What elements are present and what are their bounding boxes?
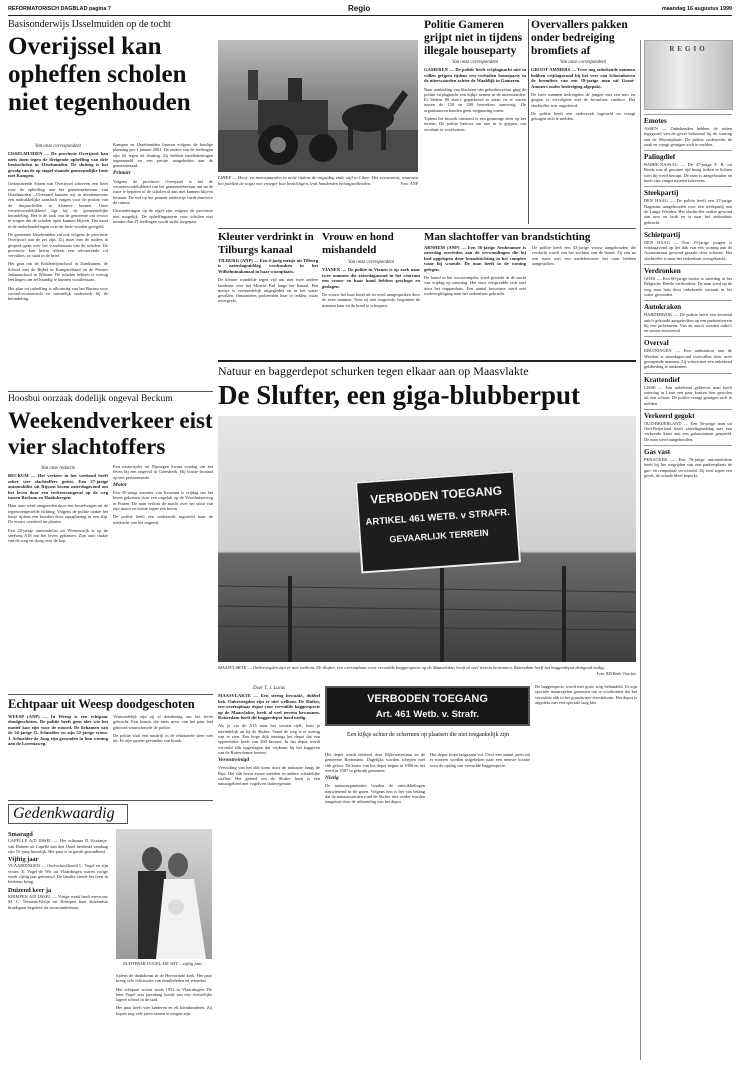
masthead-left: REFORMATORISCH DAGBLAD pagina 7 (8, 6, 111, 12)
article-headline: Overvallers pakken onder bedreiging bromfiets af (531, 19, 628, 57)
sidebar-brief-text: BARRE-NASSAU — De 47-jarige F. B. uit Breda was al geruime tijd bezig fuiken te lichten toen hij werd betrapt. De man is aangehouden en heeft zijn vangst moeten inleveren. (644, 162, 732, 184)
gedenk-paragraph: Het echtpaar woont sinds 1952 in Vlaardingen. De heer Vogel was jarenlang hoofd van een christelijke lagere school in de stad. (116, 986, 212, 1003)
article-paragraph: Een 28-jarige automobilist uit Winterswijk is op de snelweg A18 om het leven gekomen. Zijn auto raakte van de weg en sloeg over de kop. (8, 527, 108, 544)
sidebar-brief (644, 264, 732, 297)
sidebar-brief (644, 409, 732, 442)
article-lead: GROOT-AMMERS — Twee nog onbekende mannen hebben vrijdagavond bij het veer van Schoonhoven de bromfiets van een 18-jarige man uit Groot-Ammers onder bedreiging afgepakt. (531, 67, 635, 89)
gedenk-item-text: KRIMPEN A/D IJSSEL — Vorige week heeft mevrouw M. C. Tiemens-Kleijn uit Krimpen haar duizendste bruidspaar begeleid als trouwambtenaar. (8, 893, 108, 910)
feature-subheading: Nietig (325, 775, 339, 782)
feature-paragraph: Het depot loopt langzaam vol. Over een aantal jaren zal er moeten worden uitgekeken naar een nieuwe locatie voor de opslag van vervuilde baggerspecie. (430, 752, 530, 768)
article-gameren (424, 19, 526, 229)
article-headline: Echtpaar uit Weesp doodgeschoten (8, 697, 195, 711)
gedenk-item-title: Duizend keer ja (8, 886, 52, 894)
photo-caption: LIHEE — Hooi- en motorpaarden in actie tijdens de oogstdag ende stijl in Lihee. Het evenement, waaraan het publiek de oogst van vroeger kon bezichtigen, trok honderden belangstellenden. (218, 175, 418, 186)
sidebar-brief-text: ASSEN — Onbekenden hebben de ruiten ingegooid van de gevel behorend bij de woning aan de Mozartplaats. De politie onderzoekt de zaak en vraagt getuigen zich te melden. (644, 126, 732, 147)
sidebar-brief-title: Schietpartij (644, 228, 732, 239)
article-lead: WEESP (ANP) — In Weesp is een echtpaar doodgeschoten. De politie heeft geen idee wie het motief kan zijn voor de moord. De lichamen van de 54-jarige G. Schneider en zijn 52-jarige vrouw J. Schneider-de Jong zijn gevonden in hun woning aan de Lorentzweg. (8, 714, 108, 747)
sidebar-brief (644, 373, 732, 406)
article-vrouw-hond (322, 231, 420, 381)
article-paragraph: De politie heeft een onderzoek ingesteld naar de toedracht van het ongeval. (113, 514, 213, 525)
sidebar-brief-title: Palingdief (644, 150, 732, 161)
article-overvallers (531, 19, 635, 229)
masthead-right: maandag 16 augustus 1999 (661, 6, 732, 12)
sign-text: GEVAARLIJK TERREIN (389, 527, 489, 545)
article-paragraph: De gemeente IJsselmuiden zal ook volgens de provincie Overijssel aan de zet zijn. Zij moet met de ouders in gesprek gaan over het voortbestaan van de scholen. De provincie kan hierin alleen een adviserende rol vervullen, zo staat in de brief. (8, 232, 108, 259)
article-paragraph: Vermoedelijk zijn zij al donderdag om het leven gebracht. Een kennis die niets meer van het paar had gehoord waarschuwde de politie. (113, 714, 213, 730)
gedenk-item-text: CAPELLE A/D IJSSEL — Het echtpaar D. Kortanje-van Hattem uit Capelle aan den IJssel herdenkt vandaag zijn 55-jarig huwelijk. Het paar is in goede gezondheid. (8, 838, 108, 854)
sidebar-brief-title: Verdronken (644, 264, 732, 275)
sidebar-brief (644, 228, 732, 261)
sidebar-brief-text: DEN HAAG — De politie heeft een 27-jarige Hagenaar aangehouden voor een steekpartij aan de Lange Wedden. Het slachtoffer raakte gewond aan arm en buik en is naar het ziekenhuis gebracht. (644, 198, 732, 225)
article-brandstichting (424, 231, 636, 381)
article-lead: IJSSELMUIDEN — De provincie Overijssel kan niets doen tegen de dreigende opheffing van drie basisscholen in IJsselmuiden. De sluiting is het gevolg van de op stapel staande gemeentelijke fusie met Kampen. (8, 151, 108, 178)
article-paragraph: Volgens de provincie Overijssel is het de verantwoordelijkheid van het gemeentebestuur om na de fusie te bepalen of de scholen al dan niet kunnen blijven bestaan. De wet op het primair onderwijs biedt daarvoor de ruimte. (113, 178, 213, 205)
article-paragraph: Een motorrijder uit Nijmegen kwam zondag om het leven bij een ongeval in Groesbeek. Hij botste frontaal op een personenauto. (113, 464, 213, 480)
inset-sign-text: Art. 461 Wetb. v. Strafr. (375, 709, 480, 720)
feature-paragraph: Het depot wordt beheerd door Rijkswaterstaat en de gemeente Rotterdam. Dagelijks worden schepen met slib gelost. De bouw van het depot begon in 1986 en het werd in 1987 in gebruik genomen. (325, 752, 425, 773)
article-paragraph: Een 45-jarige inwoner van Kesteren is vrijdag om het leven gekomen door een ongeluk op de Voorthuizerweg in Putten. De man verloor de macht over het stuur van zijn motor en botste tegen een boom. (113, 490, 213, 512)
sidebar-brief (644, 186, 732, 224)
masthead-section: Regio (348, 4, 371, 13)
sidebar-brief-text: PENACKER — Een 76-jarige automobiliste heeft bij het wegrijden van een parkeerplaats de gas- en rempedaal verwisseld. Zij reed tegen een gevel, de schade bleef beperkt. (644, 456, 732, 478)
article-lead: BECKUM — Het verkeer in het weekend heeft zeker vier slachtoffers geëist. Een 27-jarige automobilist uit Rijssen kwam zaterdagavond om het leven door een verkeersongeval op de weg tussen Beckum en Haaksbergen. (8, 473, 108, 500)
article-paragraph: Tijdens het bezoek ontstond er een grimmige sfeer op het terrein. De politie besloot om niet in te grijpen, om escalatie te voorkomen. (424, 116, 526, 132)
sidebar-brief-title: Steekpartij (644, 186, 732, 197)
feature-paragraph: De baggerspecie wordt met grote zorg behandeld. Er zijn speciale maatregelen genomen om te voorkomen dat het vervuilde slib in het grondwater terechtkomt. Het depot is afgedekt met een speciale laag klei. (535, 684, 637, 705)
feature-subheading: Verontreinigd (218, 757, 250, 764)
gedenk-paragraph: Het paar heeft vier kinderen en elf kleinkinderen. Zij hopen nog vele jaren samen te mogen zijn. (116, 1005, 212, 1016)
article-paragraph: Haar auto werd aangereden door een bestelwagen uit de tegenovergestelde richting. Volgens de politie raakte het busje tijdens een hoosbui door aquaplaning in een slip. De vrouw overleed ter plaatse. (8, 503, 108, 525)
article-paragraph: De brand in het wooncomplex werd gesticht in de nacht van vrijdag op zaterdag. Het vuur verspreidde zich snel door het trappenhuis. Een aantal bewoners werd met rookvergiftiging naar het ziekenhuis gebracht. (424, 275, 526, 296)
article-paragraph: Naar aanleiding van klachten van geluidsoverlast ging de politie vrijdagnacht een kijkje nemen in de uiterwaarden. Er bleken 80 auto's geparkeerd te staan en er waren tussen de 150 en 200 bezoekers aanwezig. De organisatoren konden geen vergunning tonen. (424, 86, 526, 113)
article-byline: Van onze correspondent (35, 144, 81, 149)
sidebar-brief (644, 336, 732, 369)
article-paragraph: De politie sluit een misdrijf in de relationele sfeer niet uit. Er zijn sporen gevonden van braak. (113, 732, 213, 744)
sidebar-brief-title: Verkeerd gegokt (644, 409, 732, 420)
article-headline: Kleuter verdrinkt in Tilburgs kanaal (218, 231, 314, 256)
sidebar-brief (644, 150, 732, 183)
article-paragraph: De politie heeft een onderzoek ingesteld en vraagt getuigen zich te melden. (531, 110, 635, 122)
article-kicker: Basisonderwijs IJsselmuiden op de tocht (8, 19, 171, 30)
sidebar-brief-text: LISSE — Een onbekend gebleven man heeft zaterdag in Lisse een paar kratten bier gestolen uit een schuur. De politie vraagt getuigen zich te melden. (644, 384, 732, 406)
gedenkwaardig-title: Gedenkwaardig (8, 804, 128, 824)
sidebar-brief (644, 445, 732, 478)
feature-lead: MAASVLAKTE — Een streng bewaakt, dubbel hek. Onbevoegden zijn er niet welkom. De Slufter, een overtopbaar depot voor vervuilde baggerspecie op de Maasvlakte, heeft al veel terrein bewonnen. Rotterdam heeft dit baggerdepot hard nodig. (218, 693, 320, 720)
sidebar-brief-text: OUD-BEIJERLAND — Een 56-jarige man uit Oud-Beijerland heeft zaterdagmiddag met een verkeerde kaart aan een gokautomaat gespeeld. De man werd aangehouden. (644, 420, 732, 442)
sidebar-brief-title: Gas vast (644, 445, 732, 456)
photo-credit: Foto: ANP (400, 180, 418, 186)
article-paragraph: Het gaat om de Koldenvijnschool in Zandtuinen, de School met de Bijbel in Kampereiland en de Prinses Julianaschool in Wilsum. De scholen hebben te weinig leerlingen om zelfstandig te kunnen voortbestaan. (8, 261, 108, 283)
sidebar-brief (644, 300, 732, 333)
article-headline: Vrouw en hond mishandeld (322, 231, 394, 256)
article-kicker: Hoosbui oorzaak dodelijk ongeval Beckum (8, 394, 173, 404)
article-paragraph: Gedeputeerde Staten van Overijssel schreven een brief over de opheffing aan het gemeentebestuur van IJsselmuiden. „Uiteraard kunnen wij in dientenzevens een nadrukkelijke aanslach vragen voor de positie van de dorpsscholen in kleinere kernen. Onze verantwoordelijkheid ligt bij de gemeentelijke herindeling. Het is de taak van de gemeente om ervoor te zorgen dat de scholen open kunnen blijven. Dat moet in de onderhandelingen over de fusie worden geregeld. (8, 181, 108, 229)
gedenkwaardig-box (8, 800, 213, 1062)
sidebar-brief-title: Overval (644, 336, 732, 347)
article-paragraph: Kampen en IJsselmuiden fuseren volgens de huidige planning per 1 januari 2001. De ouders van de leerlingen zijn fel tegen de sluiting. Zij hebben handtekeningen ingezameld en een petitie aangeboden aan de gemeenteraad. (113, 142, 213, 169)
sidebar-regio (640, 40, 732, 1060)
article-byline: Van onze correspondent (560, 60, 606, 65)
photo-couple (116, 829, 212, 959)
article-kleuter (218, 231, 318, 381)
article-byline: Van onze correspondent (348, 260, 394, 265)
article-subheading: Motor (113, 481, 128, 488)
sidebar-brief-title: Autokraken (644, 300, 732, 311)
sidebar-brief-text: HARDERWIJK — De politie heeft een zevental auto's gekraakt aangetroffen op een parkeerterrein bij een jachthaven. Van de auto's werden radio's en tassen ontvreemd. (644, 312, 732, 334)
sidebar-brief-title: Krattendief (644, 373, 732, 384)
photo-caption: ECHTPAAR VOGEL-DE WIT ...vijftig jaar... (123, 961, 205, 966)
sidebar-brief-text: GOES — Een 60-jarige toerist is zaterdag in het Belgische Heerle verdronken. De man werd op de weg naar huis door onbekende oorzaak in het water gevonden. (644, 276, 732, 297)
article-headline: Weekendverkeer eist vier slachtoffers (8, 408, 213, 459)
article-headline: Man slachtoffer van brandstichting (424, 231, 591, 243)
feature-paragraph: De natuurorganisaties houden de ontwikkelingen nauwlettend in de gaten. Volgens hen is het van belang dat de natuurwaarden rond de Slufter niet verder worden aangetast door de uitbreiding van het depot. (325, 783, 425, 805)
article-lead: GAMEREN — De politie heeft vrijdagnacht niet in willen grijpen tijdens een verboden houseparty in de uiterwaarden achter de Waaldijk in Gameren. (424, 67, 526, 84)
feature-kicker: Natuur en baggerdepot schurken tegen elkaar aan op Maasvlakte (218, 364, 529, 378)
inset-photo-sign (325, 686, 530, 726)
gedenk-item-text: VLAARDINGEN — Oud-schoolhoofd L. Vogel en zijn vrouw E. Vogel-de Wit uit Vlaardingen waren vorige week vijftig jaar getrouwd. De familie vierde het feest in besloten kring. (8, 863, 108, 885)
sidebar-brief-text: DEN HAAG — Een 19-jarige jongen is vrijdagavond op het dak van een woning aan de Assisenstraat gewond geraakt door schoten. Het slachtoffer is naar het ziekenhuis overgebracht. (644, 239, 732, 261)
tractor-horse-image (218, 40, 418, 172)
article-paragraph: De politie heeft een 43-jarige vrouw aangehouden die verdacht wordt van het stichten van de brand. Zij zou na een ruzie met een medebewoner het vuur hebben aangestoken. (532, 245, 636, 266)
gedenk-item-title: Vijftig jaar (8, 856, 39, 864)
article-paragraph: Uitzonderingen op de regel zijn volgens de provincie niet mogelijk. De opheffingsnorm voor scholen met minder dan 23 leerlingen wordt strikt toegepast. (113, 208, 213, 224)
article-paragraph: De twee mannen bedreigden de jongen met een mes en gingen er vervolgens met de bromfiets vandoor. Het slachtoffer was ongedeerd. (531, 91, 635, 108)
sign-text: ARTIKEL 461 WETB. v STRAFR. (365, 506, 511, 529)
photo-harvest-day (218, 40, 418, 172)
article-lead: TILBURG (ANP) — Een 4-jarig meisje uit Tilburg is zaterdagmiddag verdronken in het Wilhelminakanaal in haar woonplaats. (218, 258, 318, 274)
warning-sign (355, 471, 521, 574)
inset-caption: Een kijkje achter de schermen op plaatsen die niet toegankelijk zijn (347, 732, 509, 738)
article-subheading: Primair (113, 170, 131, 177)
masthead (8, 4, 732, 16)
article-paragraph: Het plan tot opheffing is afkomstig van het Bureau voor sociaal-economisch en ruimtelijk onderzoek bij de herindeling. (8, 285, 108, 302)
sign-text: VERBODEN TOEGANG (369, 483, 503, 507)
inset-sign-text: VERBODEN TOEGANG (367, 693, 488, 705)
article-headline: Politie Gameren grijpt niet in tijdens illegale houseparty (424, 19, 523, 57)
feature-headline: De Slufter, een giga-blubberput (218, 380, 581, 410)
photo-caption: MAASVLAKTE — Onbevoegden zijn er niet welkom. De Slufter, een overtopbaar voor vervuilde baggerspecie op de Maasvlakte, heeft al veel terrein bewonnen. Rotterdam heeft het baggerdepot dringend nodig. (218, 665, 605, 670)
sidebar-brief (644, 114, 732, 147)
feature-paragraph: Vervuiling van het slib komt door de industrie langs de Rijn. Het slib bevat zware metalen en andere schadelijke stoffen. Het gebied om de Slufter heen is een natuurgebied met vogels en duinvegetatie. (218, 765, 320, 787)
article-headline: Overijssel kan opheffen scholen niet tegenhouden (8, 33, 191, 116)
photo-credit: Foto: RD/Henk Visscher (596, 670, 636, 676)
article-byline: Van onze redactie (41, 466, 75, 471)
article-lead: ARNHEM (ANP) — Een 56-jarige Arnhemmer is zaterdag overleden aan de verwondingen die hij had opgelopen door brandstichting in het complex waar hij woonde. De man heeft in de woning gelegen. (424, 245, 526, 272)
sidebar-brief-title: Emotes (644, 114, 732, 125)
feature-author: Door T. J. Lucas (252, 686, 286, 691)
photo-slufter-sign (218, 416, 636, 662)
article-paragraph: De kleuter wandelde tegen vijf uur met twee andere kinderen over het Moerse Pad langs het kanaal. Het meisje is vermoedelijk uitgegleden en in het water gevallen. Omstanders probeerden haar te redden, maar tevergeefs. (218, 277, 318, 304)
feature-paragraph: Als je via de A15 naar het westen rijdt, kom je uiteindelijk uit bij de Slufter. Vanaf de weg is er weinig van te zien. Een hoge dijk omringt het depot dat een oppervlakte heeft van 260 hectare. In het depot wordt vervuild slib opgeslagen dat vrijkomt bij het baggeren van de Rotterdamse havens. (218, 723, 320, 755)
article-byline: Van onze correspondent (452, 60, 498, 65)
article-lead: VIANEN — De politie in Vianen is op zoek naar twee mannen die zaterdagavond in het centrum een vrouw en haar hond hebben geschopt en geslagen. (322, 267, 420, 289)
sidebar-brief-text: KRUININGEN — Een tankstation aan de Westhof is zaterdagavond overvallen door twee gewapende mannen. Zij wisten met een onbekend geldbedrag te ontkomen. (644, 348, 732, 370)
couple-image (116, 829, 212, 959)
sidebar-list (644, 114, 732, 478)
regio-strip: REGIO (644, 40, 733, 110)
gedenk-item-title: Smaragd (8, 831, 33, 838)
gedenk-paragraph: tijdens de dankdienst in de Hervormde kerk. Het paar kreeg vele felicitaties van familieleden en vrienden. (116, 973, 212, 984)
article-paragraph: De vrouw liet haar hond uit en werd aangesproken door de twee mannen. Toen zij niet reageerde, begonnen de mannen haar en de hond te schoppen. (322, 291, 420, 308)
